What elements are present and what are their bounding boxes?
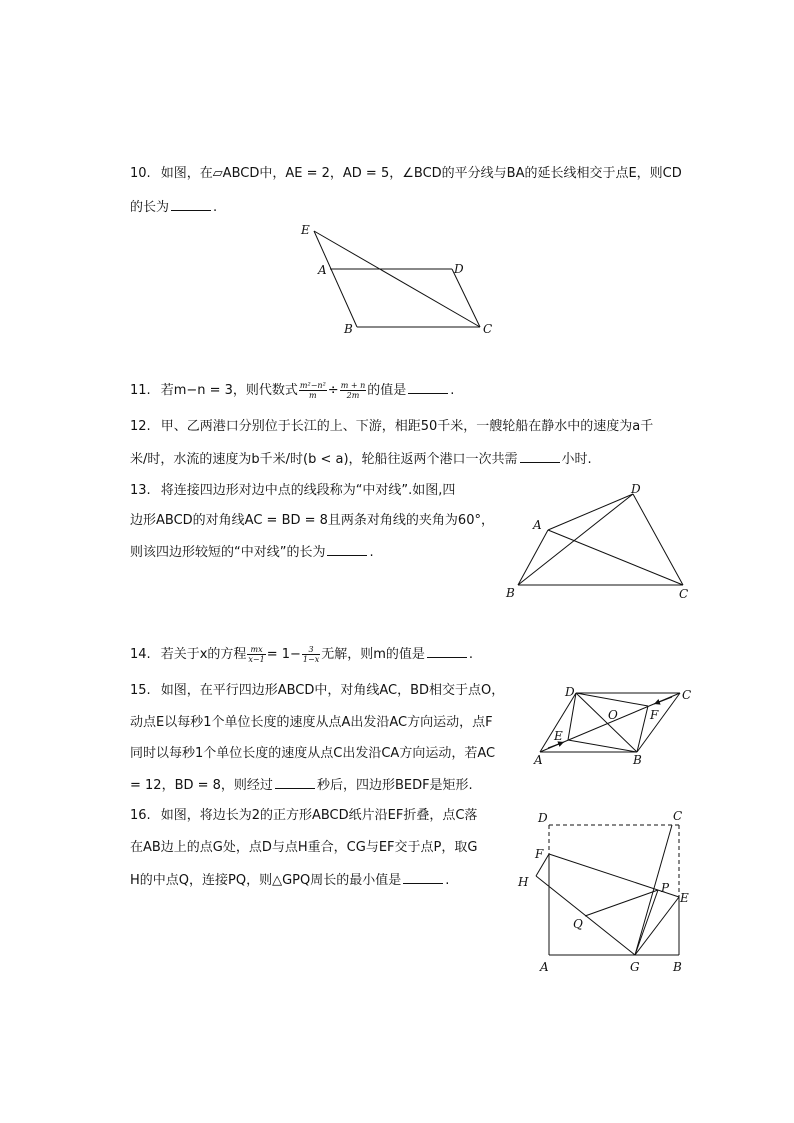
q13-text-line2: 边形ABCD的对角线AC = BD = 8且两条对角线的夹角为60°，	[130, 513, 494, 528]
q11-frac2-numerator: m + n	[340, 381, 366, 390]
q11-frac1-denominator: m	[309, 391, 317, 400]
q16-line1	[130, 807, 477, 825]
q10-segment-EB	[314, 231, 357, 327]
q10-segment-DC	[452, 269, 480, 327]
q15-label-B: B	[633, 753, 642, 767]
q16-period: .	[445, 873, 450, 888]
q16-label-P: P	[661, 881, 670, 895]
q16-answer-blank[interactable]	[403, 871, 443, 884]
q15-text-line1: 如图，在平行四边形ABCD中，对角线AC，BD相交于点O，	[160, 683, 505, 698]
q10-text-line1: 如图，在▱ABCD中，AE = 2，AD = 5，∠BCD的平分线与BA的延长线相交于点E，则CD	[160, 166, 682, 181]
q14-answer-blank[interactable]	[427, 645, 467, 658]
q16-label-G: G	[630, 960, 640, 974]
q11-fraction-2	[340, 381, 367, 400]
q14-number: 14.	[130, 647, 151, 662]
q14-text-pre: 若关于x的方程	[160, 647, 247, 662]
q13-text-line1: 将连接四边形对边中点的线段称为“中对线”.如图,四	[160, 483, 456, 498]
q11-operator: ÷	[327, 383, 339, 398]
q13-text-line3: 则该四边形较短的“中对线”的长为	[130, 545, 326, 560]
q10-text-line2: 的长为	[130, 200, 170, 215]
q12-answer-blank[interactable]	[520, 450, 560, 463]
q13-number: 13.	[130, 483, 151, 498]
q13-label-D: D	[631, 482, 641, 496]
q11-number: 11.	[130, 383, 151, 398]
q16-segment-GE	[635, 897, 679, 955]
q15-text-line4: = 12，BD = 8，则经过	[130, 778, 273, 793]
q10-label-C: C	[483, 322, 493, 336]
q16-segment-GP	[635, 890, 658, 955]
q11-text-pre: 若m−n = 3，则代数式	[160, 383, 298, 398]
q16-label-D: D	[538, 811, 548, 825]
q13-line1	[130, 482, 455, 500]
q11-text-post: 的值是	[367, 383, 407, 398]
q15-label-E: E	[554, 729, 563, 743]
q10-line1	[130, 165, 682, 183]
q16-segment-FE	[549, 854, 679, 897]
q12-text-line1: 甲、乙两港口分别位于长江的上、下游，相距50千米，一艘轮船在静水中的速度为a千	[160, 419, 654, 434]
q13-period: .	[369, 545, 374, 560]
q16-figure	[510, 806, 700, 978]
q10-label-D: D	[454, 262, 464, 276]
q12-line2	[130, 450, 592, 469]
q10-answer-blank[interactable]	[171, 198, 211, 211]
q16-line2	[130, 839, 477, 857]
q15-label-A: A	[534, 753, 543, 767]
q16-text-line3: H的中点Q，连接PQ，则△GPQ周长的最小值是	[130, 873, 402, 888]
q14-text-mid: = 1−	[266, 647, 301, 662]
q14-period: .	[468, 647, 474, 662]
q10-label-A: A	[318, 263, 327, 277]
q13-segment-AD	[548, 494, 633, 530]
q14-frac1-numerator: mx	[247, 645, 265, 655]
q15-text-end: 秒后，四边形BEDF是矩形.	[316, 778, 473, 793]
q13-answer-blank[interactable]	[327, 543, 367, 556]
q15-text-line2: 动点E以每秒1个单位长度的速度从点A出发沿AC方向运动，点F	[130, 715, 493, 730]
q15-label-D: D	[565, 685, 575, 699]
q15-label-O: O	[608, 708, 618, 722]
q12-line1	[130, 418, 653, 436]
q13-diagonal-AC	[548, 530, 683, 585]
q13-line2	[130, 512, 494, 530]
q15-line4	[130, 776, 473, 795]
q15-label-F: F	[650, 708, 659, 722]
q15-line2	[130, 714, 493, 732]
q16-label-Q: Q	[573, 917, 583, 931]
q14-fraction-1	[247, 645, 265, 664]
q11-frac2-denominator: 2m	[346, 391, 360, 400]
q10-line2	[130, 198, 217, 217]
q16-label-B: B	[673, 960, 682, 974]
q11-answer-blank[interactable]	[408, 381, 448, 394]
q10-label-B: B	[344, 322, 353, 336]
q16-label-F: F	[535, 847, 544, 861]
q13-label-C: C	[679, 587, 689, 601]
q15-number: 15.	[130, 683, 151, 698]
q16-label-E: E	[680, 891, 689, 905]
q13-segment-AB	[518, 530, 548, 585]
q16-text-line1: 如图，将边长为2的正方形ABCD纸片沿EF折叠，点C落	[160, 808, 478, 823]
q13-segment-DC	[633, 494, 683, 585]
q14-frac2-numerator: 3	[302, 645, 320, 655]
q12-number: 12.	[130, 419, 151, 434]
q10-label-E: E	[301, 223, 310, 237]
q13-diagonal-BD	[518, 494, 633, 585]
q13-label-A: A	[533, 518, 542, 532]
q16-line3	[130, 871, 449, 890]
q13-figure	[500, 480, 700, 605]
q15-line1	[130, 682, 504, 700]
q10-figure	[290, 220, 510, 345]
q13-label-B: B	[506, 586, 515, 600]
q15-text-line3: 同时以每秒1个单位长度的速度从点C出发沿CA方向运动，若AC	[130, 746, 496, 761]
q15-label-C: C	[682, 688, 692, 702]
q11-line	[130, 381, 454, 400]
q14-text-post: 无解，则m的值是	[321, 647, 425, 662]
q12-text-line2: 米/时，水流的速度为b千米/时(b < a)，轮船往返两个港口一次共需	[130, 452, 518, 467]
q14-fraction-2	[302, 645, 320, 664]
q14-frac1-denominator: x−1	[248, 655, 265, 664]
q11-period: .	[450, 383, 455, 398]
q16-label-C: C	[673, 809, 683, 823]
q10-number: 10.	[130, 166, 151, 181]
q12-text-end: 小时.	[561, 452, 592, 467]
q14-frac2-denominator: 1−x	[302, 655, 320, 664]
q15-arrow-F	[654, 697, 672, 704]
q13-line3	[130, 543, 374, 562]
q16-number: 16.	[130, 808, 151, 823]
q11-fraction-1	[299, 381, 327, 400]
q15-answer-blank[interactable]	[275, 776, 315, 789]
q16-text-line2: 在AB边上的点G处，点D与点H重合，CG与EF交于点P，取G	[130, 840, 478, 855]
q10-segment-EC	[314, 231, 480, 327]
q11-frac1-numerator: m²−n²	[299, 381, 326, 390]
q16-label-A: A	[540, 960, 549, 974]
q16-label-H: H	[518, 875, 529, 889]
q14-line	[130, 645, 473, 664]
q15-figure	[530, 682, 700, 772]
q10-period: .	[213, 200, 218, 215]
q15-line3	[130, 745, 495, 763]
